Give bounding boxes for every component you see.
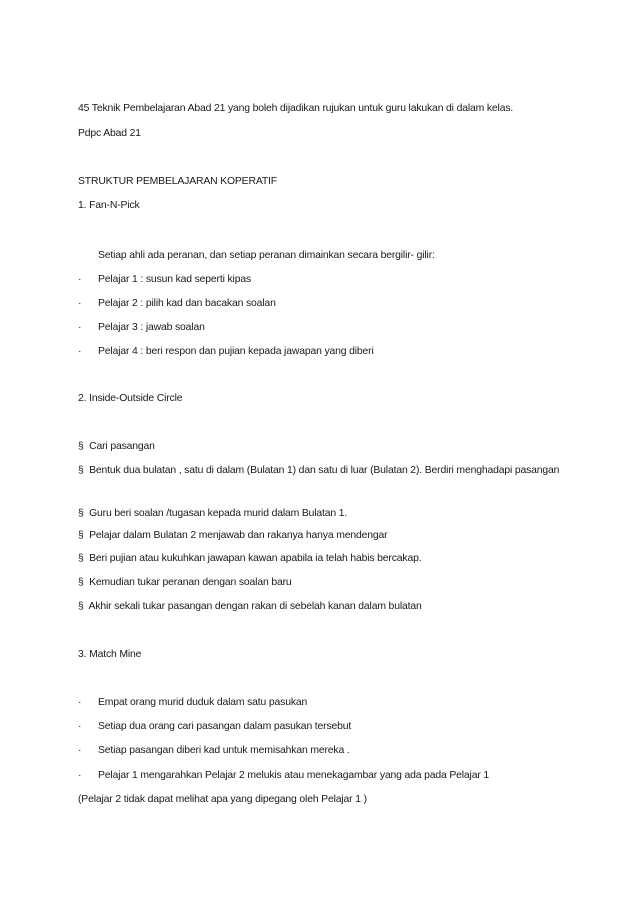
- list-item-text: Akhir sekali tukar pasangan dengan rakan di sebelah kanan dalam bulatan: [88, 601, 422, 612]
- list-item-text: Pelajar 3 : jawab soalan: [98, 322, 205, 333]
- list-item: [78, 440, 155, 453]
- list-item: [78, 321, 205, 334]
- list-item-text: Kemudian tukar peranan dengan soalan baru: [89, 577, 292, 588]
- section-heading: STRUKTUR PEMBELAJARAN KOPERATIF: [78, 176, 277, 187]
- list-item-text: Setiap dua orang cari pasangan dalam pasukan tersebut: [98, 721, 352, 732]
- s2-title: 2. Inside-Outside Circle: [78, 393, 183, 404]
- list-item-text: Empat orang murid duduk dalam satu pasukan: [98, 697, 308, 708]
- list-item-text: Pelajar 1 mengarahkan Pelajar 2 melukis atau menekagambar yang ada pada Pelajar 1: [98, 770, 490, 781]
- bullet-marker: ·: [78, 721, 82, 732]
- list-item: [78, 463, 568, 479]
- list-item-text: Setiap pasangan diberi kad untuk memisahkan mereka .: [98, 745, 350, 756]
- list-item-text: Cari pasangan: [89, 441, 155, 452]
- list-item: [78, 600, 422, 613]
- bullet-marker: §: [78, 601, 84, 612]
- s3-note: (Pelajar 2 tidak dapat melihat apa yang dipegang oleh Pelajar 1 ): [78, 794, 367, 805]
- list-item: [78, 507, 347, 520]
- bullet-marker: ·: [78, 298, 82, 309]
- list-item-text: Bentuk dua bulatan , satu di dalam (Bulatan 1) dan satu di luar (Bulatan 2). Berdiri menghadapi pasangan: [89, 465, 560, 476]
- list-item-text: Pelajar dalam Bulatan 2 menjawab dan rakanya hanya mendengar: [89, 530, 388, 541]
- bullet-marker: ·: [78, 745, 82, 756]
- list-item: [78, 576, 292, 589]
- list-item: [78, 345, 374, 358]
- list-item: [78, 720, 351, 733]
- list-item: [78, 273, 251, 286]
- bullet-marker: §: [78, 577, 84, 588]
- list-item: [78, 769, 489, 782]
- bullet-marker: ·: [78, 322, 82, 333]
- bullet-marker: ·: [78, 697, 82, 708]
- list-item: [78, 696, 307, 709]
- bullet-marker: §: [78, 553, 84, 564]
- intro-title: 45 Teknik Pembelajaran Abad 21 yang boleh dijadikan rujukan untuk guru lakukan di dalam kelas.: [78, 103, 514, 114]
- s1-title: 1. Fan-N-Pick: [78, 200, 140, 211]
- list-item-text: Guru beri soalan /tugasan kepada murid dalam Bulatan 1.: [89, 508, 348, 519]
- bullet-marker: ·: [78, 274, 82, 285]
- bullet-marker: §: [78, 530, 84, 541]
- bullet-marker: §: [78, 465, 84, 476]
- list-item-text: Beri pujian atau kukuhkan jawapan kawan apabila ia telah habis bercakap.: [89, 553, 422, 564]
- list-item: [78, 297, 276, 310]
- s1-lead: Setiap ahli ada peranan, dan setiap peranan dimainkan secara bergilir- gilir:: [98, 250, 435, 261]
- bullet-marker: §: [78, 441, 84, 452]
- list-item: [78, 744, 350, 757]
- list-item: [78, 529, 387, 542]
- list-item-text: Pelajar 4 : beri respon dan pujian kepada jawapan yang diberi: [98, 346, 374, 357]
- list-item-text: Pelajar 1 : susun kad seperti kipas: [98, 274, 252, 285]
- bullet-marker: ·: [78, 346, 82, 357]
- list-item: [78, 552, 421, 565]
- s3-title: 3. Match Mine: [78, 649, 142, 660]
- bullet-marker: §: [78, 508, 84, 519]
- list-item-text: Pelajar 2 : pilih kad dan bacakan soalan: [98, 298, 276, 309]
- bullet-marker: ·: [78, 770, 82, 781]
- intro-subtitle: Pdpc Abad 21: [78, 128, 141, 139]
